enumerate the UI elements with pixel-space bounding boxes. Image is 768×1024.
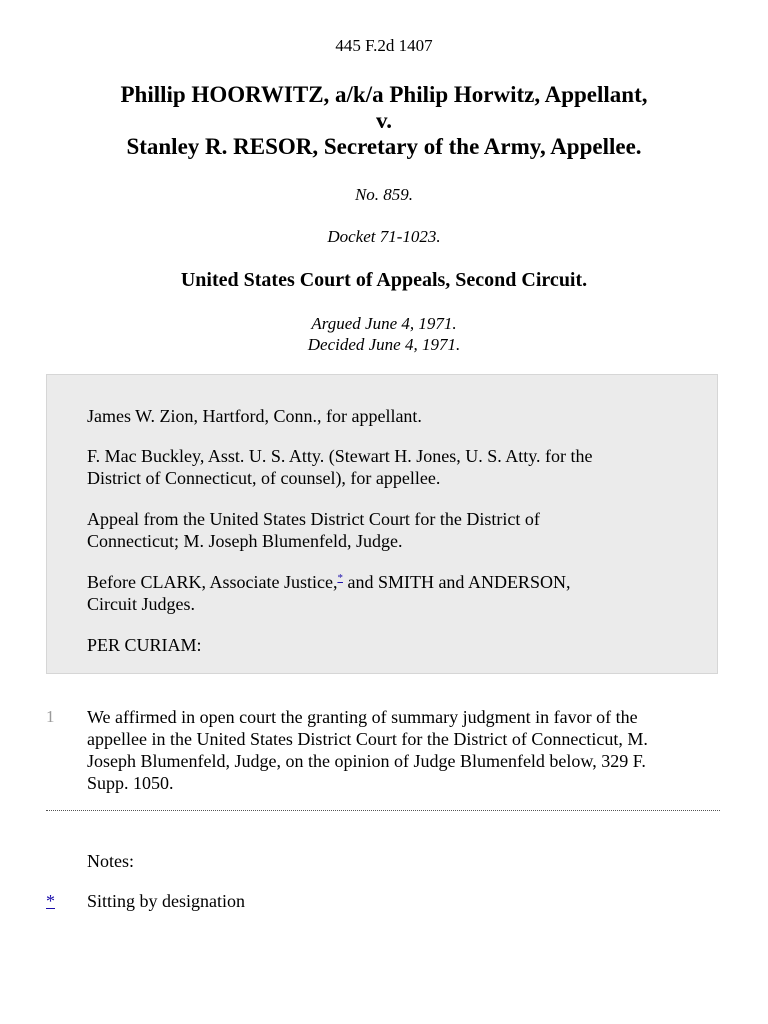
- docket-number: Docket 71-1023.: [327, 227, 441, 246]
- footnote-marker-link[interactable]: *: [46, 891, 55, 911]
- case-caption: [0, 82, 768, 160]
- footnote-text: Sitting by designation: [87, 891, 246, 911]
- decided-date: Decided June 4, 1971.: [307, 335, 461, 354]
- case-number: No. 859.: [354, 185, 414, 204]
- per-curiam-label: PER CURIAM:: [87, 635, 202, 655]
- notes-heading: Notes:: [87, 851, 134, 871]
- citation: 445 F.2d 1407: [335, 36, 433, 55]
- paragraph-number: 1: [46, 707, 55, 726]
- caption-appellant: Phillip HOORWITZ, a/k/a Philip Horwitz, Appellant,: [120, 82, 648, 107]
- counsel-appellee: F. Mac Buckley, Asst. U. S. Atty. (Stewart H. Jones, U. S. Atty. for the District of Connecticut, of counsel), for appellee.: [87, 446, 593, 488]
- caption-appellee: Stanley R. RESOR, Secretary of the Army, Appellee.: [126, 134, 642, 159]
- panel-after-text: and SMITH and ANDERSON,: [342, 572, 571, 592]
- opinion-paragraph: We affirmed in open court the granting of summary judgment in favor of the appellee in the United States District Court for the District of Connecticut, M. Joseph Blumenfeld, Judge, on the opinion of Judge Blumenfeld below, 329 F. Supp. 1050.: [87, 707, 648, 793]
- caption-versus: v.: [376, 108, 392, 133]
- argued-date: Argued June 4, 1971.: [311, 314, 457, 333]
- case-header-box: [46, 374, 718, 674]
- court-name: United States Court of Appeals, Second Circuit.: [180, 269, 588, 291]
- section-divider: [46, 810, 720, 811]
- panel-before-text: Before CLARK, Associate Justice,: [87, 572, 338, 592]
- counsel-appellant: James W. Zion, Hartford, Conn., for appellant.: [87, 406, 422, 426]
- panel-statement: Before CLARK, Associate Justice,* and SMITH and ANDERSON, Circuit Judges.: [87, 572, 571, 614]
- appeal-statement: Appeal from the United States District Court for the District of Connecticut; M. Joseph Blumenfeld, Judge.: [87, 509, 540, 551]
- footnote-reference-link[interactable]: *: [337, 572, 343, 584]
